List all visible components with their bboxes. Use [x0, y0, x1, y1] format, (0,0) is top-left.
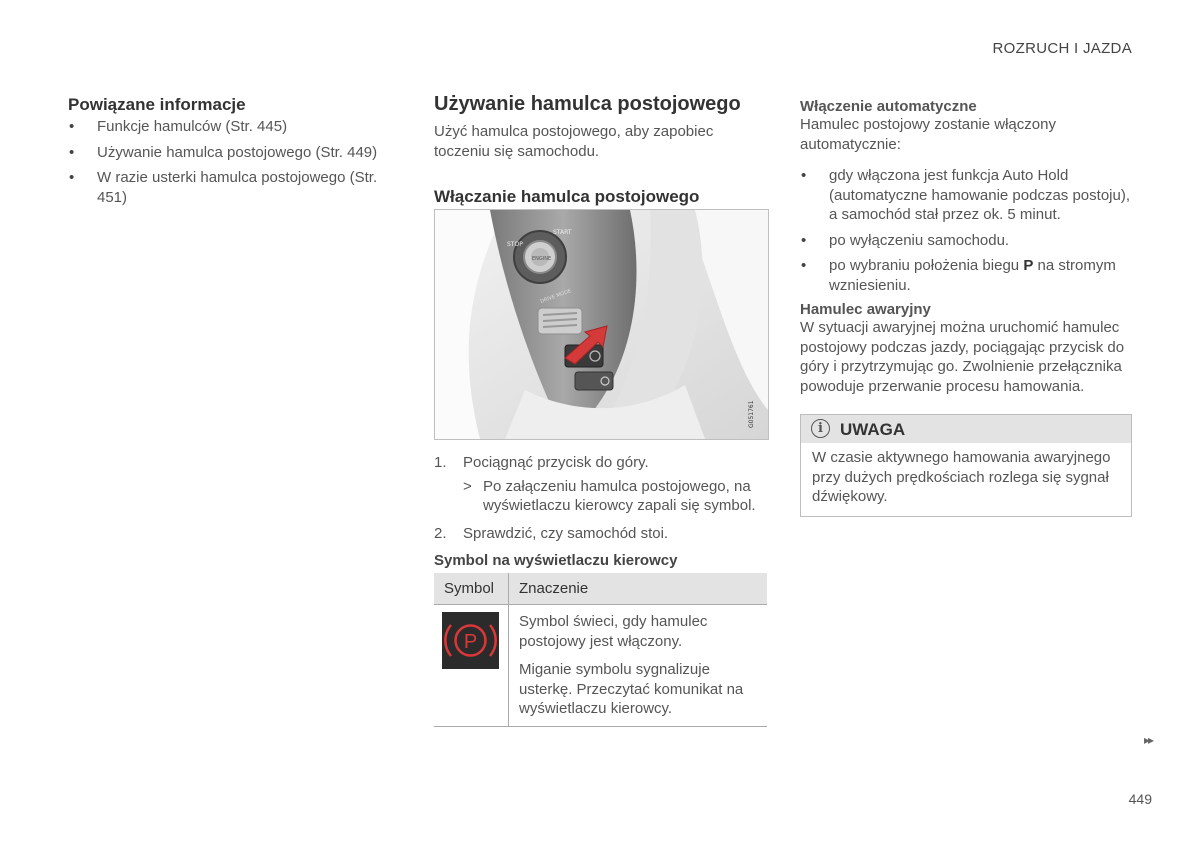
next-page-icon[interactable]: ▸▸	[1143, 733, 1152, 747]
subsection-title: Włączanie hamulca postojowego	[434, 187, 700, 206]
auto-list	[800, 166, 1132, 295]
note-box	[800, 414, 1132, 517]
auto-item-3-rest: na stromym wzniesieniu.	[829, 257, 1116, 294]
auto-item-3	[800, 256, 1132, 295]
step-1-text: Pociągnąć przycisk do góry.	[463, 454, 649, 471]
symbol-cell	[434, 605, 509, 727]
start-label: START	[553, 229, 572, 236]
intro-text: Użyć hamulca postojowego, aby zapobiec toczeniu się samochodu.	[434, 123, 714, 160]
figure-code: G051761	[748, 400, 755, 428]
emergency-text: W sytuacji awaryjnej można uruchomić hamulec postojowy podczas jazdy, pociągając przycisk do góry i przytrzymując go. Zwolnienie przełącznika powoduje przerwanie procesu hamowania.	[800, 319, 1125, 395]
step-1-result	[434, 477, 768, 516]
meaning-1: Symbol świeci, gdy hamulec postojowy jest włączony.	[519, 613, 708, 650]
parking-brake-illustration	[434, 209, 769, 440]
engine-label: ENGINE	[532, 256, 552, 262]
related-link-using-parking-brake[interactable]: • Używanie hamulca postojowego (Str. 449)	[68, 143, 398, 163]
note-header	[801, 415, 1131, 443]
step-1-number: 1.	[434, 454, 447, 471]
auto-item-3-text: po wybraniu położenia biegu	[829, 257, 1020, 274]
step-1-result-text: Po załączeniu hamulca postojowego, na wyświetlaczu kierowcy zapali się symbol.	[483, 477, 756, 514]
step-2-number: 2.	[434, 524, 447, 542]
note-title: UWAGA	[840, 420, 906, 439]
center-console-drawing	[435, 210, 768, 439]
step-1	[434, 453, 768, 473]
related-list	[68, 117, 398, 207]
info-icon: i	[811, 419, 830, 438]
parking-letter: P	[463, 631, 478, 653]
auto-section	[800, 98, 1132, 396]
related-info	[68, 95, 398, 213]
auto-title: Włączenie automatyczne	[800, 98, 977, 115]
symbol-table-header	[434, 573, 767, 605]
related-link-brake-functions[interactable]: • Funkcje hamulców (Str. 445)	[68, 117, 398, 137]
drive-mode-label: DRIVE MODE	[539, 288, 572, 305]
main-section	[434, 93, 768, 207]
auto-intro: Hamulec postojowy zostanie włączony automatycznie:	[800, 116, 1056, 153]
steps-list	[434, 453, 768, 543]
result-arrow-icon: >	[463, 477, 472, 495]
col-meaning: Znaczenie	[509, 573, 768, 605]
meaning-2: Miganie symbolu sygnalizuje usterkę. Przeczytać komunikat na wyświetlaczu kierowcy.	[519, 661, 744, 717]
step-2-text: Sprawdzić, czy samochód stoi.	[463, 524, 669, 542]
symbol-table-title: Symbol na wyświetlaczu kierowcy	[434, 552, 678, 569]
col-symbol: Symbol	[434, 573, 509, 605]
parking-brake-warning-icon	[442, 612, 499, 669]
emergency-title: Hamulec awaryjny	[800, 301, 931, 318]
meaning-cell	[509, 605, 768, 727]
related-title: Powiązane informacje	[68, 95, 246, 114]
page-number: 449	[1128, 791, 1152, 807]
table-row	[434, 605, 767, 727]
symbol-table	[434, 573, 767, 727]
note-text: W czasie aktywnego hamowania awaryjnego przy dużych prędkościach rozlega się sygnał dźwiękowy.	[812, 449, 1111, 505]
gear-p: P	[1023, 257, 1034, 274]
page-title: Używanie hamulca postojowego	[434, 93, 741, 115]
step-2	[434, 524, 768, 544]
stop-label: STOP	[507, 241, 523, 248]
related-link-parking-brake-fault[interactable]: • W razie usterki hamulca postojowego (Str. 451)	[68, 168, 398, 207]
auto-item-1: • gdy włączona jest funkcja Auto Hold (automatyczne hamowanie podczas postoju), a samochód stał przez ok. 5 minut.	[800, 166, 1132, 225]
section-header: ROZRUCH I JAZDA	[992, 40, 1132, 57]
auto-item-2: • po wyłączeniu samochodu.	[800, 231, 1132, 251]
